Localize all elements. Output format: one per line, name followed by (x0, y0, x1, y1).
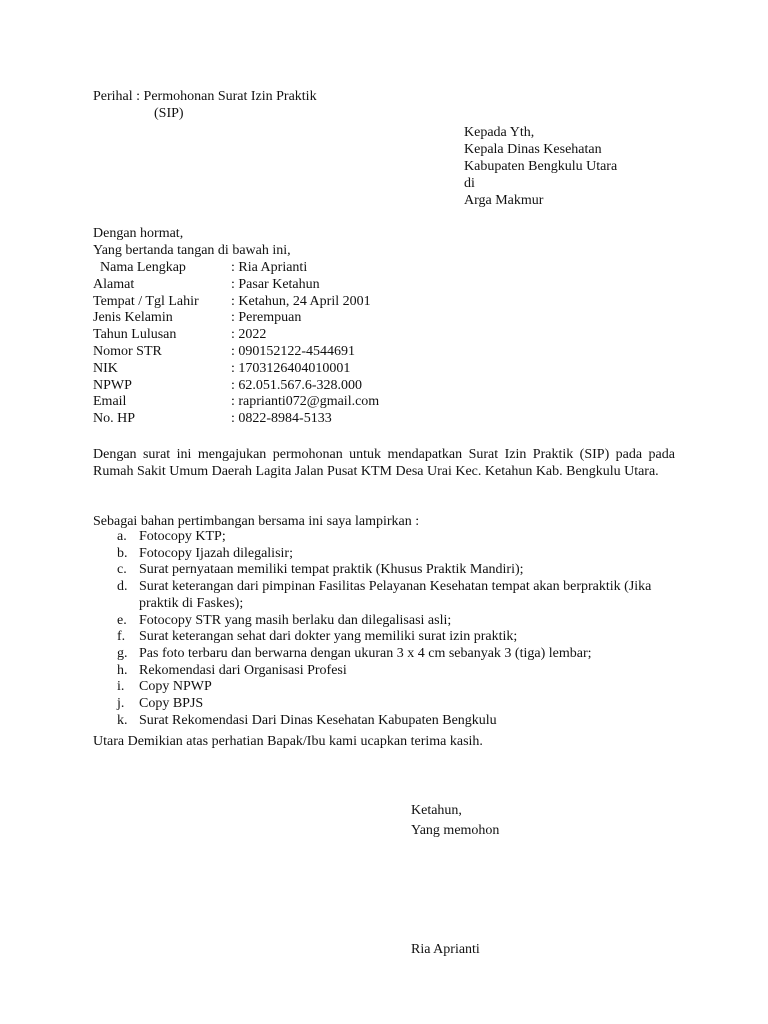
attachments-intro: Sebagai bahan pertimbangan bersama ini saya lampirkan : (93, 514, 420, 529)
identity-value: : 2022 (231, 327, 267, 343)
list-marker: a. (117, 529, 127, 544)
list-item-text: Pas foto terbaru dan berwarna dengan ukuran 3 x 4 cm sebanyak 3 (tiga) lembar; (139, 645, 592, 661)
identity-value: : Ria Aprianti (231, 260, 308, 275)
recipient-line: Kabupaten Bengkulu Utara (464, 159, 618, 174)
signature-role: Yang memohon (411, 823, 500, 838)
intro-line: Yang bertanda tangan di bawah ini, (93, 243, 291, 258)
list-marker: k. (117, 712, 128, 728)
identity-value: : raprianti072@gmail.com (231, 394, 380, 410)
identity-value: : Pasar Ketahun (231, 276, 320, 292)
list-item-text: Surat pernyataan memiliki tempat praktik (Khusus Praktik Mandiri); (139, 562, 524, 578)
identity-label: Nomor STR (93, 343, 162, 359)
list-item (93, 562, 693, 579)
list-item (93, 529, 693, 546)
closing-line: Utara Demikian atas perhatian Bapak/Ibu kami ucapkan terima kasih. (93, 734, 483, 749)
list-item-text: Surat Rekomendasi Dari Dinas Kesehatan Kabupaten Bengkulu (139, 712, 497, 728)
identity-value: : 1703126404010001 (231, 360, 351, 376)
identity-label: Tempat / Tgl Lahir (93, 293, 199, 309)
list-item (93, 646, 693, 663)
list-item-text: Copy NPWP (139, 679, 212, 695)
identity-label: Email (93, 394, 127, 410)
identity-label: NPWP (93, 377, 132, 393)
recipient-line: Kepala Dinas Kesehatan (464, 142, 602, 157)
subject-block (93, 88, 317, 122)
identity-value: : Perempuan (231, 310, 302, 326)
signature-name: Ria Aprianti (411, 942, 480, 957)
list-item (93, 696, 693, 713)
greeting-block (93, 225, 291, 259)
list-item (93, 579, 693, 612)
identity-label: NIK (93, 360, 118, 376)
identity-value: : 0822-8984-5133 (231, 411, 332, 427)
identity-label: Nama Lengkap (100, 260, 186, 275)
subject-line-1: Permohonan Surat Izin Praktik (143, 89, 317, 104)
list-marker: c. (117, 562, 127, 578)
identity-label: Alamat (93, 276, 135, 292)
list-item-text: Fotocopy Ijazah dilegalisir; (139, 545, 293, 561)
recipient-line: di (464, 176, 475, 191)
list-item-text: Fotocopy STR yang masih berlaku dan dilegalisasi asli; (139, 612, 452, 628)
subject-line-2: (SIP) (154, 106, 184, 121)
identity-label: Tahun Lulusan (93, 327, 177, 343)
list-marker: b. (117, 545, 128, 561)
list-item-text: Rekomendasi dari Organisasi Profesi (139, 662, 347, 678)
recipient-line: Kepada Yth, (464, 125, 535, 140)
perihal-label: Perihal : (93, 89, 141, 104)
signature-place: Ketahun, (411, 803, 462, 818)
list-marker: f. (117, 629, 126, 645)
attachments-list (93, 529, 693, 729)
list-item (93, 679, 693, 696)
list-item (93, 546, 693, 563)
list-item-text: Copy BPJS (139, 696, 204, 712)
identity-label: Jenis Kelamin (93, 310, 173, 326)
identity-value: : 090152122-4544691 (231, 343, 356, 359)
salutation: Dengan hormat, (93, 226, 184, 241)
recipient-block (464, 124, 617, 209)
identity-value: : Ketahun, 24 April 2001 (231, 293, 371, 309)
list-item-text: Surat keterangan sehat dari dokter yang memiliki surat izin praktik; (139, 629, 518, 645)
list-item (93, 713, 693, 730)
request-paragraph: Dengan surat ini mengajukan permohonan untuk mendapatkan Surat Izin Praktik (SIP) pada pada Rumah Sakit Umum Daerah Lagita Jalan Pusat KTM Desa Urai Kec. Ketahun Kab. Bengkulu Utara. (93, 447, 675, 479)
list-item-text: Fotocopy KTP; (139, 529, 226, 544)
identity-label: No. HP (93, 411, 136, 427)
list-item (93, 629, 693, 646)
list-item-text: Surat keterangan dari pimpinan Fasilitas Pelayanan Kesehatan tempat akan berpraktik (Jika praktik di Faskes); (139, 579, 652, 611)
list-marker: h. (117, 662, 128, 678)
list-marker: i. (117, 679, 125, 695)
recipient-line: Arga Makmur (464, 193, 544, 208)
list-item (93, 663, 693, 680)
identity-value: : 62.051.567.6-328.000 (231, 377, 363, 393)
list-item (93, 613, 693, 630)
list-marker: j. (117, 696, 125, 712)
list-marker: d. (117, 579, 128, 595)
list-marker: g. (117, 645, 128, 661)
list-marker: e. (117, 612, 127, 628)
